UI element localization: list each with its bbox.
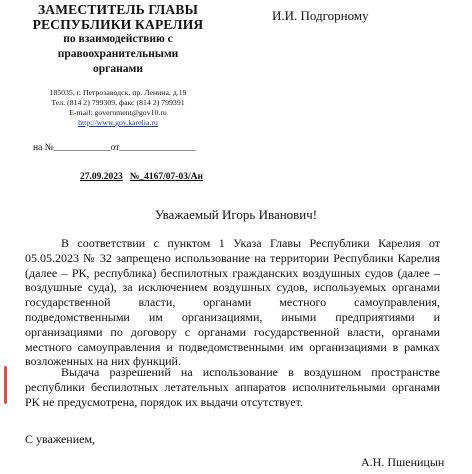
incoming-reference: на №____________от________________ xyxy=(33,143,196,153)
sender-title-line2: РЕСПУБЛИКИ КАРЕЛИЯ xyxy=(32,17,204,32)
sender-block xyxy=(20,2,216,77)
outgoing-number: №_4167/07-03/Ан xyxy=(129,172,203,182)
sender-address: 185035, г. Петрозаводск, пр. Ленина, д.19 xyxy=(49,88,187,97)
sender-phones: Тел. (814 2) 799309, факс (814 2) 799391 xyxy=(51,98,185,107)
closing: С уважением, xyxy=(25,432,96,446)
sender-title-line4: правоохранительными xyxy=(57,48,179,60)
sender-title-line1: ЗАМЕСТИТЕЛЬ ГЛАВЫ xyxy=(37,2,199,17)
sender-contacts xyxy=(20,88,216,128)
addressee: И.И. Подгорному xyxy=(272,8,369,23)
sender-title-line5: органами xyxy=(93,63,143,75)
sender-website-link[interactable]: http://www.gov.karelia.ru xyxy=(78,118,158,127)
signature-name: А.Н. Пшеницын xyxy=(361,455,445,469)
greeting: Уважаемый Игорь Иванович! xyxy=(154,207,318,222)
body-paragraph-1: В соответствии с пунктом 1 Указа Главы Республики Карелия от 05.05.2023 № 32 запрещено использование на территории Республики Карелия (далее – РК, республика) беспилотных гражданских воздушных судов (далее – воздушные суда), за исключением воздушных судов, используемых органами государственной власти, органами местного самоуправления, подведомственными им организациями, иными предприятиями и организациями по договору с органами государственной власти, органами местного самоуправления и подведомственными им организациями в рамках возложенных на них функций. xyxy=(25,236,440,369)
highlight-marker xyxy=(4,366,7,404)
outgoing-date: 27.09.2023 xyxy=(80,172,123,182)
outgoing-reference xyxy=(80,172,203,182)
sender-email[interactable]: E-mail: government@gov10.ru xyxy=(69,108,167,117)
sender-title-line3: по взаимодействию с xyxy=(63,33,173,45)
body-paragraph-2: Выдача разрешений на использование в воздушном пространстве республики беспилотных летательных аппаратов исполнительными органами РК не предусмотрена, порядок их выдачи отсутствует. xyxy=(25,365,440,409)
